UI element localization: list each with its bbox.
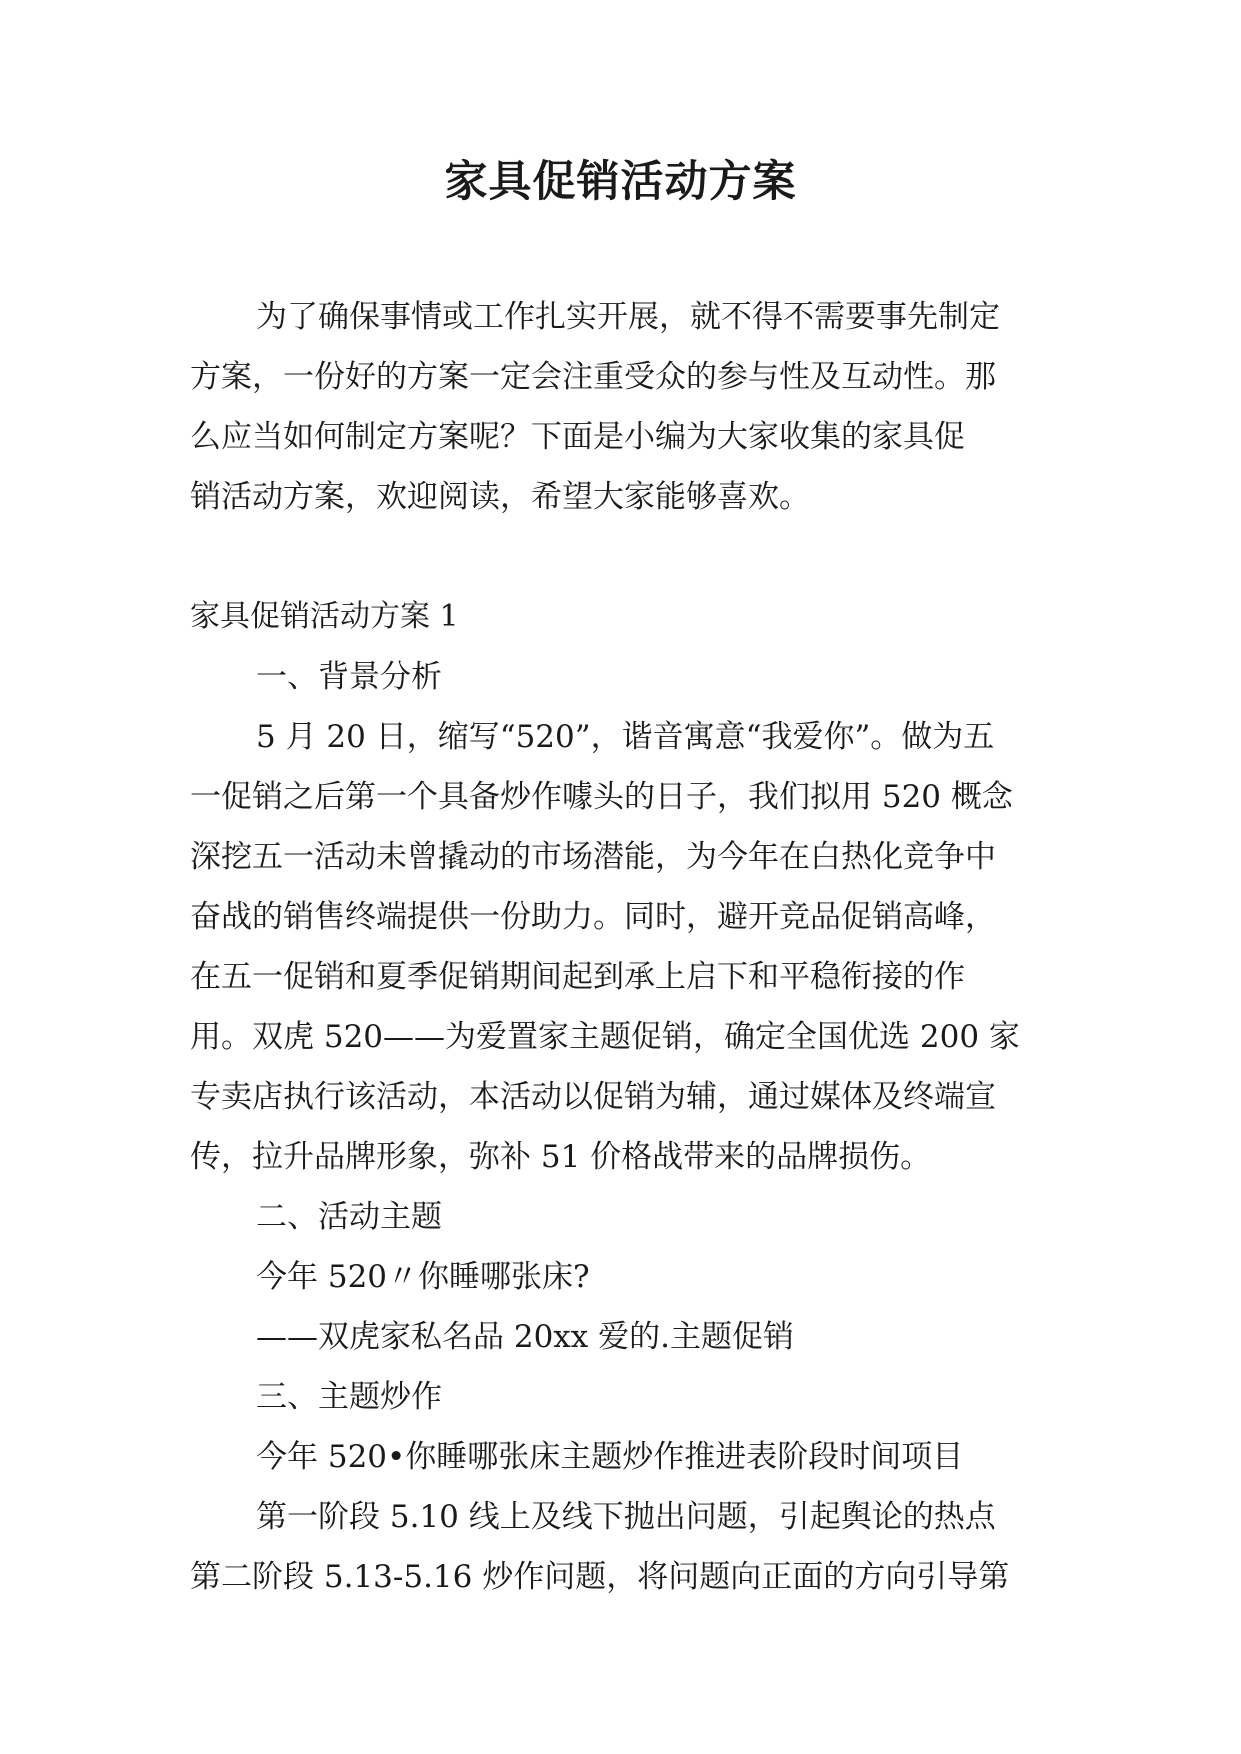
intro-line: 销活动方案，欢迎阅读，希望大家能够喜欢。: [190, 479, 810, 515]
document-body: [190, 287, 1062, 1607]
background-line: 奋战的销售终端提供一份助力。同时，避开竞品促销高峰，: [190, 899, 996, 935]
hype-line: 第一阶段 5.10 线上及线下抛出问题，引起舆论的热点: [256, 1499, 996, 1535]
background-line: 一促销之后第一个具备炒作噱头的日子，我们拟用 520 概念: [190, 779, 1013, 815]
intro-line: 方案，一份好的方案一定会注重受众的参与性及互动性。那: [190, 359, 996, 395]
intro-line: 为了确保事情或工作扎实开展，就不得不需要事先制定: [256, 299, 1000, 335]
intro-line: 么应当如何制定方案呢？下面是小编为大家收集的家具促: [190, 419, 965, 455]
paragraph-gap: [190, 527, 1062, 587]
hype-line: 今年 520•你睡哪张床主题炒作推进表阶段时间项目: [256, 1439, 964, 1475]
background-line: 深挖五一活动未曾撬动的市场潜能，为今年在白热化竞争中: [190, 839, 996, 875]
background-line: 专卖店执行该活动，本活动以促销为辅，通过媒体及终端宣: [190, 1079, 996, 1115]
theme-line: ——双虎家私名品 20xx 爱的.主题促销: [256, 1319, 794, 1355]
background-line: 5 月 20 日，缩写“520”，谐音寓意“我爱你”。做为五: [256, 719, 995, 755]
heading-background: 一、背景分析: [256, 659, 442, 695]
heading-theme: 二、活动主题: [256, 1199, 442, 1235]
hype-line: 第二阶段 5.13-5.16 炒作问题，将问题向正面的方向引导第: [190, 1559, 1010, 1595]
document-title: 家具促销活动方案: [444, 157, 797, 207]
background-line: 用。双虎 520——为爱置家主题促销，确定全国优选 200 家: [190, 1019, 1020, 1055]
heading-hype: 三、主题炒作: [256, 1379, 442, 1415]
background-line: 传，拉升品牌形象，弥补 51 价格战带来的品牌损伤。: [190, 1139, 932, 1175]
background-line: 在五一促销和夏季促销期间起到承上启下和平稳衔接的作: [190, 959, 965, 995]
theme-line: 今年 520〃你睡哪张床?: [256, 1259, 590, 1295]
section-title: 家具促销活动方案 1: [190, 599, 459, 634]
